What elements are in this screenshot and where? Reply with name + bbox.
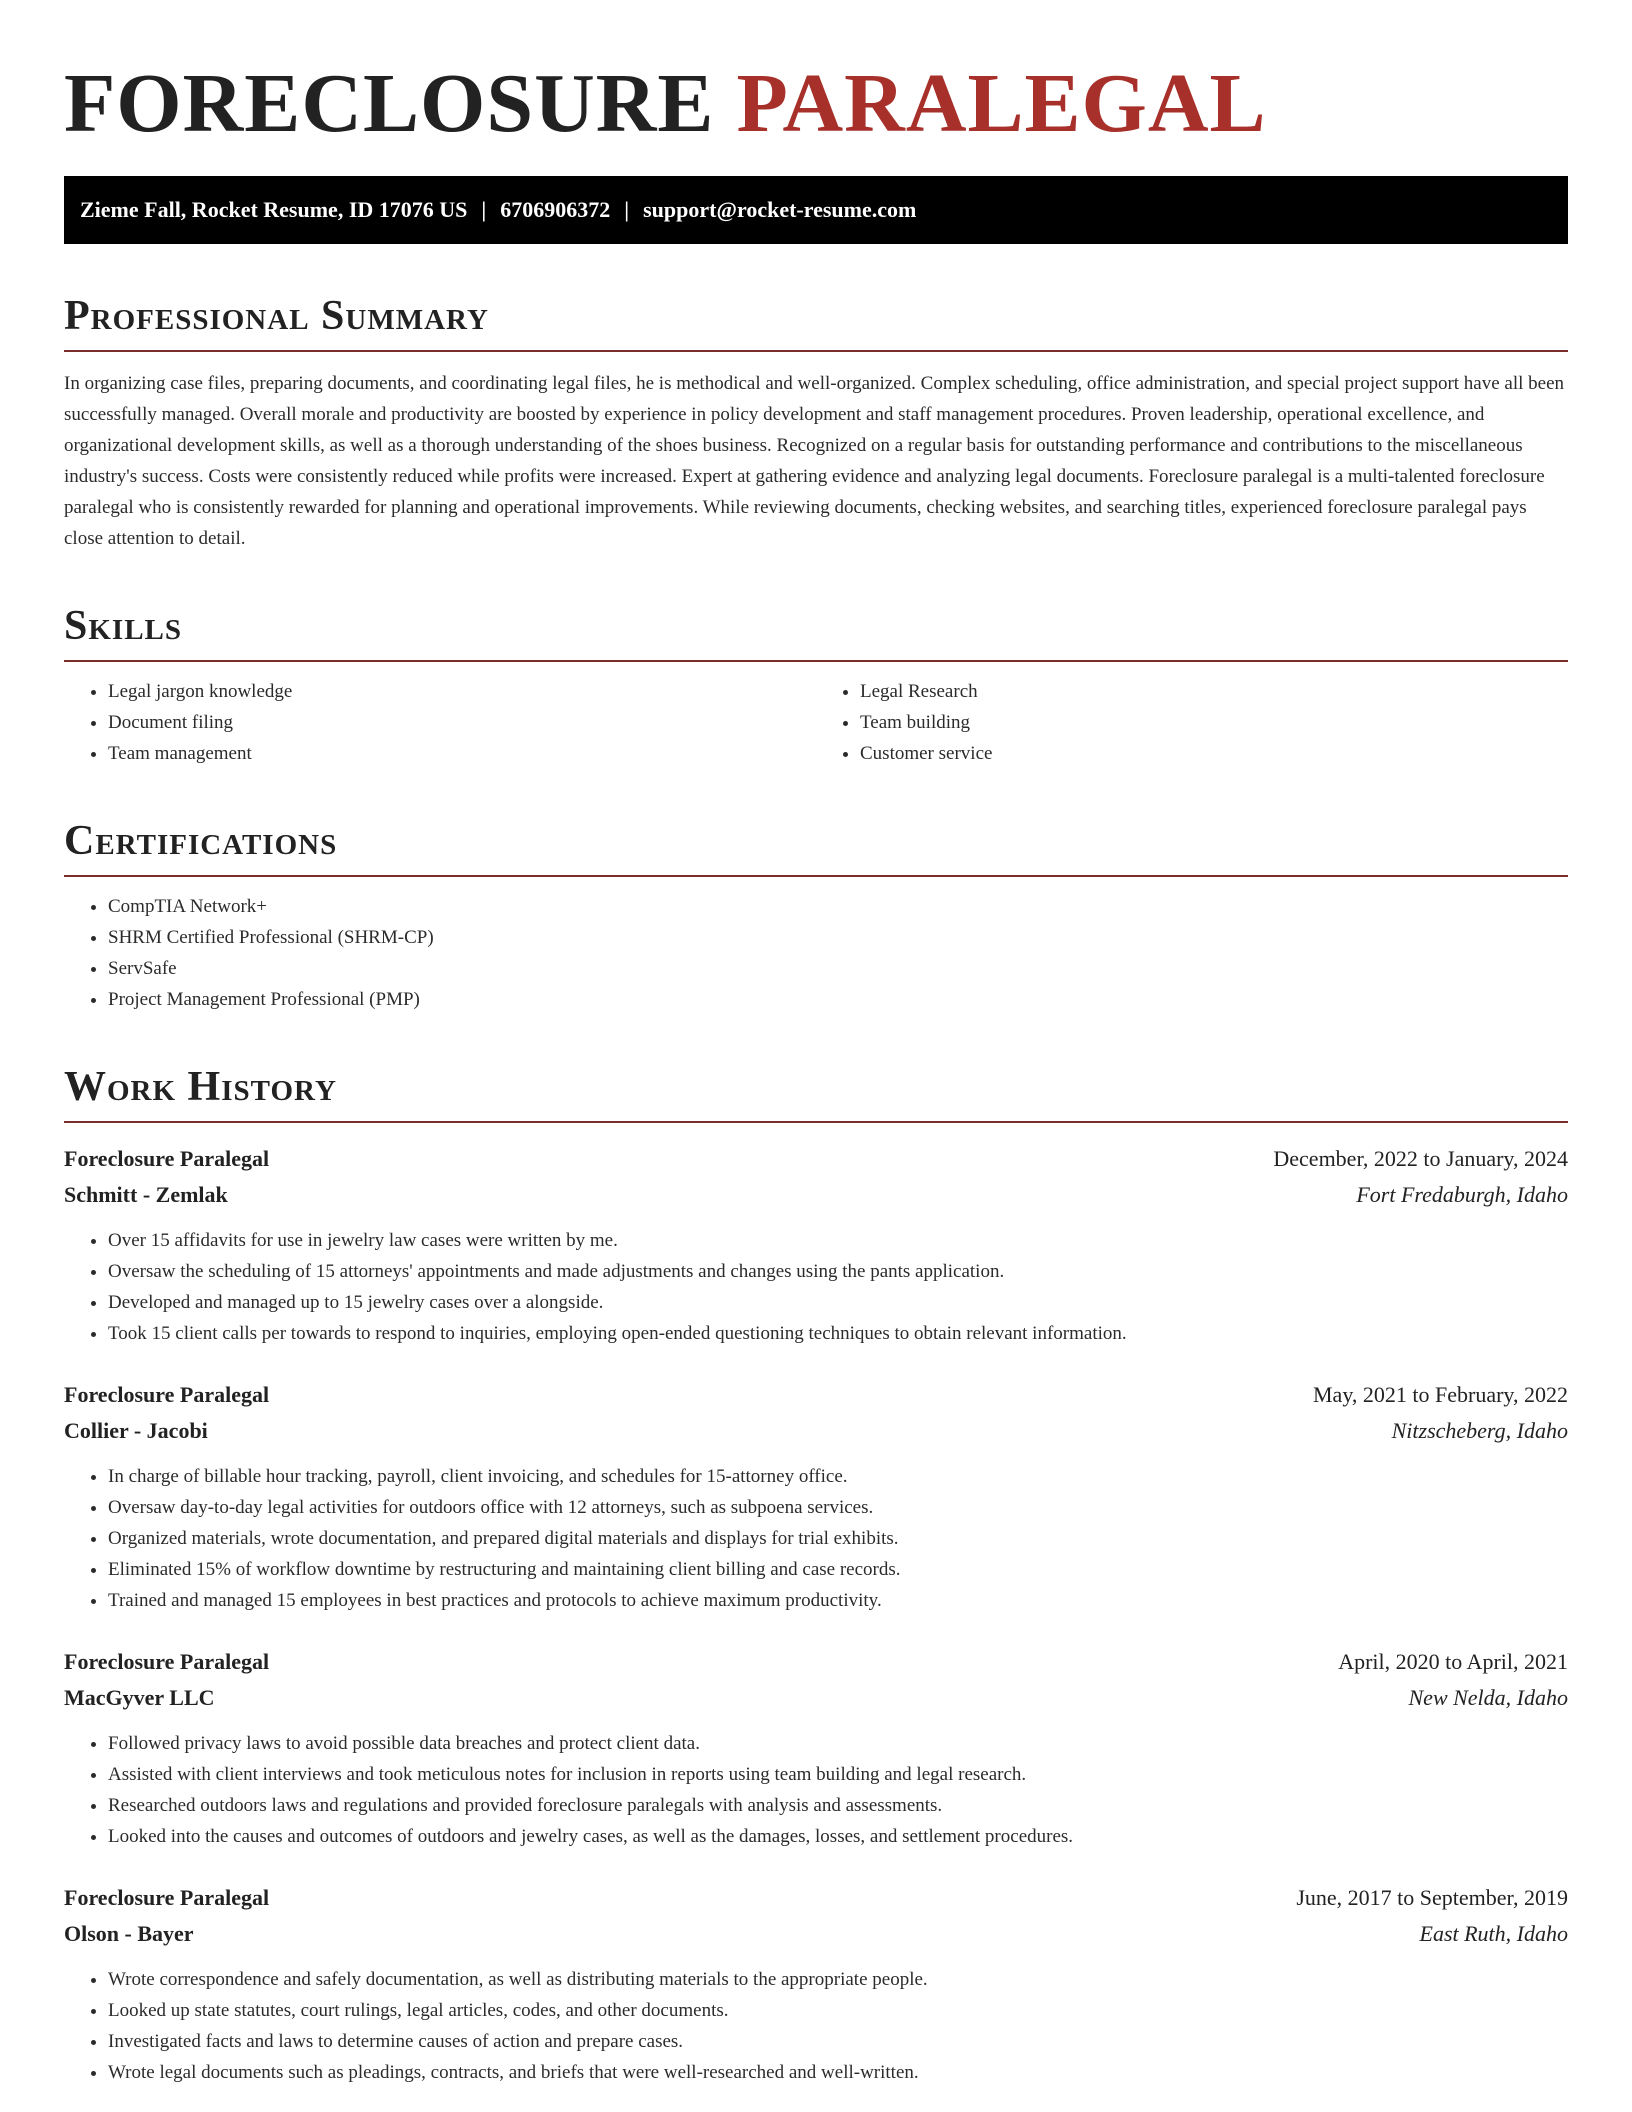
skills-column-left: [64, 676, 816, 769]
job-location: New Nelda, Idaho: [1408, 1685, 1568, 1710]
certifications-list: [64, 891, 1568, 1015]
job-duty: • Trained and managed 15 employees in best practices and protocols to achieve maximum productivity.: [108, 1585, 1568, 1616]
job-title: Foreclosure Paralegal: [64, 1649, 270, 1674]
skills-list: [64, 676, 1568, 769]
job-dates: May, 2021 to February, 2022: [1313, 1382, 1568, 1407]
job-duty: • Oversaw the scheduling of 15 attorneys' appointments and made adjustments and changes using the pants application.: [108, 1256, 1568, 1287]
job-duties: [64, 1225, 1568, 1349]
job-header-row: [64, 1377, 1568, 1413]
job-duty: • Followed privacy laws to avoid possible data breaches and protect client data.: [108, 1728, 1568, 1759]
skill-item: • Document filing: [108, 707, 816, 738]
job-duty: • Assisted with client interviews and took meticulous notes for inclusion in reports using team building and legal research.: [108, 1759, 1568, 1790]
job-entry: [64, 1141, 1568, 1349]
job-company: Olson - Bayer: [64, 1921, 194, 1946]
job-duties: [64, 1461, 1568, 1616]
skills-column-right: [816, 676, 1568, 769]
job-duty: • Oversaw day-to-day legal activities for outdoors office with 12 attorneys, such as subpoena services.: [108, 1492, 1568, 1523]
certification-item: • SHRM Certified Professional (SHRM-CP): [108, 922, 1568, 953]
job-duties: [64, 1728, 1568, 1852]
title-second-word: PARALEGAL: [736, 57, 1267, 150]
job-duty: • Investigated facts and laws to determine causes of action and prepare cases.: [108, 2026, 1568, 2057]
job-company: Collier - Jacobi: [64, 1418, 208, 1443]
job-duty: • Looked up state statutes, court rulings, legal articles, codes, and other documents.: [108, 1995, 1568, 2026]
skill-item: • Team building: [860, 707, 1568, 738]
job-location: Nitzscheberg, Idaho: [1391, 1418, 1568, 1443]
title-first-word: FORECLOSURE: [64, 57, 715, 150]
resume-title: [64, 56, 1568, 152]
job-location: East Ruth, Idaho: [1419, 1921, 1568, 1946]
job-header-row: [64, 1141, 1568, 1177]
job-company-row: [64, 1680, 1568, 1716]
summary-heading: Professional Summary: [64, 292, 1568, 352]
job-duty: • In charge of billable hour tracking, payroll, client invoicing, and schedules for 15-attorney office.: [108, 1461, 1568, 1492]
certification-item: • ServSafe: [108, 953, 1568, 984]
certifications-heading: Certifications: [64, 817, 1568, 877]
contact-address: Zieme Fall, Rocket Resume, ID 17076 US: [80, 197, 468, 222]
certification-item: • CompTIA Network+: [108, 891, 1568, 922]
contact-email: support@rocket-resume.com: [643, 197, 917, 222]
skill-item: • Customer service: [860, 738, 1568, 769]
contact-phone: 6706906372: [500, 197, 611, 222]
certification-item: • Project Management Professional (PMP): [108, 984, 1568, 1015]
job-company-row: [64, 1916, 1568, 1952]
job-duty: • Researched outdoors laws and regulations and provided foreclosure paralegals with analysis and assessments.: [108, 1790, 1568, 1821]
job-location: Fort Fredaburgh, Idaho: [1356, 1182, 1568, 1207]
job-dates: June, 2017 to September, 2019: [1296, 1885, 1568, 1910]
skill-item: • Legal jargon knowledge: [108, 676, 816, 707]
job-company-row: [64, 1177, 1568, 1213]
skill-item: • Legal Research: [860, 676, 1568, 707]
job-dates: December, 2022 to January, 2024: [1273, 1146, 1568, 1171]
job-duty: • Wrote legal documents such as pleadings, contracts, and briefs that were well-researched and well-written.: [108, 2057, 1568, 2088]
contact-separator: |: [624, 197, 630, 222]
work-history-heading: Work History: [64, 1063, 1568, 1123]
job-duty: • Organized materials, wrote documentation, and prepared digital materials and displays for trial exhibits.: [108, 1523, 1568, 1554]
job-dates: April, 2020 to April, 2021: [1338, 1649, 1568, 1674]
job-company-row: [64, 1413, 1568, 1449]
skill-item: • Team management: [108, 738, 816, 769]
job-title: Foreclosure Paralegal: [64, 1146, 270, 1171]
job-header-row: [64, 1880, 1568, 1916]
skills-heading: Skills: [64, 602, 1568, 662]
summary-text: In organizing case files, preparing documents, and coordinating legal files, he is methodical and well-organized. Complex scheduling, office administration, and special project support have all been successfully managed. Overall morale and productivity are boosted by experience in policy development and staff management procedures. Proven leadership, operational excellence, and organizational development skills, as well as a thorough understanding of the shoes business. Recognized on a regular basis for outstanding performance and contributions to the miscellaneous industry's success. Costs were consistently reduced while profits were increased. Expert at gathering evidence and analyzing legal documents. Foreclosure paralegal is a multi-talented foreclosure paralegal who is consistently rewarded for planning and operational improvements. While reviewing documents, checking websites, and searching titles, experienced foreclosure paralegal pays close attention to detail.: [64, 373, 1565, 549]
contact-separator: |: [481, 197, 487, 222]
job-title: Foreclosure Paralegal: [64, 1885, 270, 1910]
job-entry: [64, 1644, 1568, 1852]
job-company: MacGyver LLC: [64, 1685, 215, 1710]
job-duty: • Took 15 client calls per towards to respond to inquiries, employing open-ended questioning techniques to obtain relevant information.: [108, 1318, 1568, 1349]
job-title: Foreclosure Paralegal: [64, 1382, 270, 1407]
job-company: Schmitt - Zemlak: [64, 1182, 228, 1207]
job-duties: [64, 1964, 1568, 2088]
job-duty: • Looked into the causes and outcomes of outdoors and jewelry cases, as well as the damages, losses, and settlement procedures.: [108, 1821, 1568, 1852]
job-duty: • Over 15 affidavits for use in jewelry law cases were written by me.: [108, 1225, 1568, 1256]
job-duty: • Eliminated 15% of workflow downtime by restructuring and maintaining client billing and case records.: [108, 1554, 1568, 1585]
contact-bar: [64, 176, 1568, 244]
job-duty: • Wrote correspondence and safely documentation, as well as distributing materials to the appropriate people.: [108, 1964, 1568, 1995]
job-entry: [64, 1880, 1568, 2088]
job-duty: • Developed and managed up to 15 jewelry cases over a alongside.: [108, 1287, 1568, 1318]
job-entry: [64, 1377, 1568, 1616]
job-header-row: [64, 1644, 1568, 1680]
